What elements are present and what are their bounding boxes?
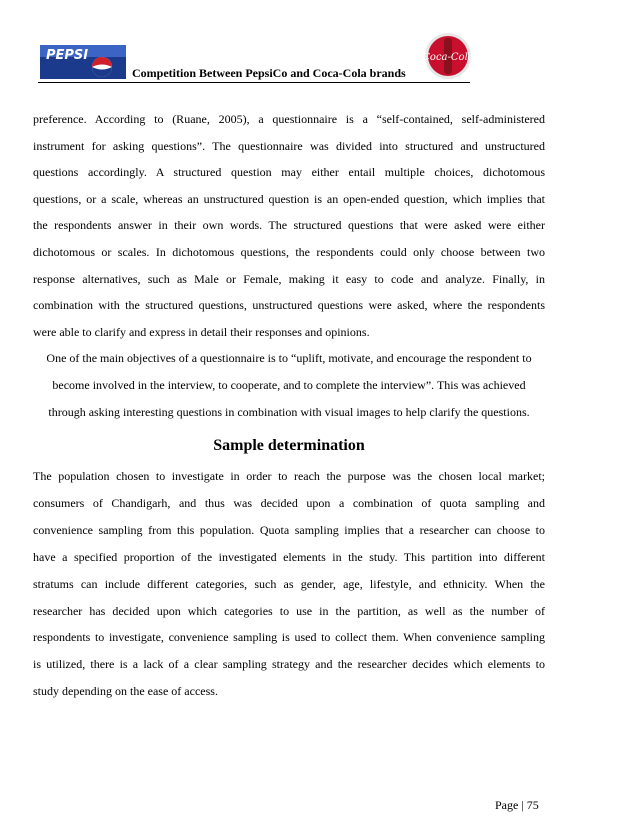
paragraph-line: response alternatives, such as Male or Female, making it easy to code and analyze. Finally, in: [33, 271, 545, 286]
section-line: researcher has decided upon which categories to use in the partition, as well as the number of: [33, 603, 545, 618]
centered-line: through asking interesting questions in combination with visual images to help clarify the questions.: [48, 404, 530, 419]
paragraph-line: questions, or a scale, whereas an unstructured question is an open-ended question, which implies that: [33, 191, 545, 206]
paragraph-line: questions accordingly. A structured question may either entail multiple choices, dichotomous: [33, 165, 545, 180]
section-heading: Sample determination: [213, 437, 365, 455]
coca-cola-logo: [424, 32, 472, 80]
paragraph-line: dichotomous or scales. In dichotomous questions, the respondents could only choose between two: [33, 244, 545, 259]
section-line: The population chosen to investigate in order to reach the purpose was the chosen local market;: [33, 469, 545, 484]
coca-cola-logo-text: Coca-Cola: [424, 52, 472, 63]
page-number: Page | 75: [495, 798, 539, 812]
paragraph-line: preference. According to (Ruane, 2005), a questionnaire is a “self-contained, self-administered: [33, 112, 545, 126]
paragraph-line: the respondents answer in their own words. The structured questions that were asked were either: [33, 218, 545, 233]
header-rule: [38, 82, 470, 83]
centered-line: One of the main objectives of a questionnaire is to “uplift, motivate, and encourage the respondent to: [46, 351, 532, 366]
paragraph-line: combination with the structured questions, unstructured questions were asked, where the respondents: [33, 298, 545, 313]
paragraph-line: were able to clarify and express in detail their responses and opinions.: [33, 324, 370, 339]
section-line: have a specified proportion of the investigated elements in the study. This partition into different: [33, 549, 545, 564]
section-line: respondents to investigate, convenience sampling is used to collect them. When convenience sampling: [33, 630, 545, 645]
section-line: consumers of Chandigarh, and thus was decided upon a combination of quota sampling and: [33, 496, 545, 511]
header-title: Competition Between PepsiCo and Coca-Cola brands: [132, 66, 406, 80]
centered-line: become involved in the interview, to cooperate, and to complete the interview”. This was achieved: [52, 377, 526, 392]
paragraph-line: instrument for asking questions”. The questionnaire was divided into structured and unstructured: [33, 138, 545, 153]
section-line: stratums can include different categories, such as gender, age, lifestyle, and ethnicity. When the: [33, 576, 545, 591]
section-line: study depending on the ease of access.: [33, 684, 218, 699]
pepsi-logo: [40, 45, 126, 79]
section-line: is utilized, there is a lack of a clear sampling strategy and the researcher decides which elements to: [33, 657, 545, 672]
pepsi-logo-text: PEPSI: [46, 48, 89, 63]
page-body: [33, 106, 545, 705]
section-line: convenience sampling from this population. Quota sampling implies that a researcher can choose to: [33, 522, 545, 537]
